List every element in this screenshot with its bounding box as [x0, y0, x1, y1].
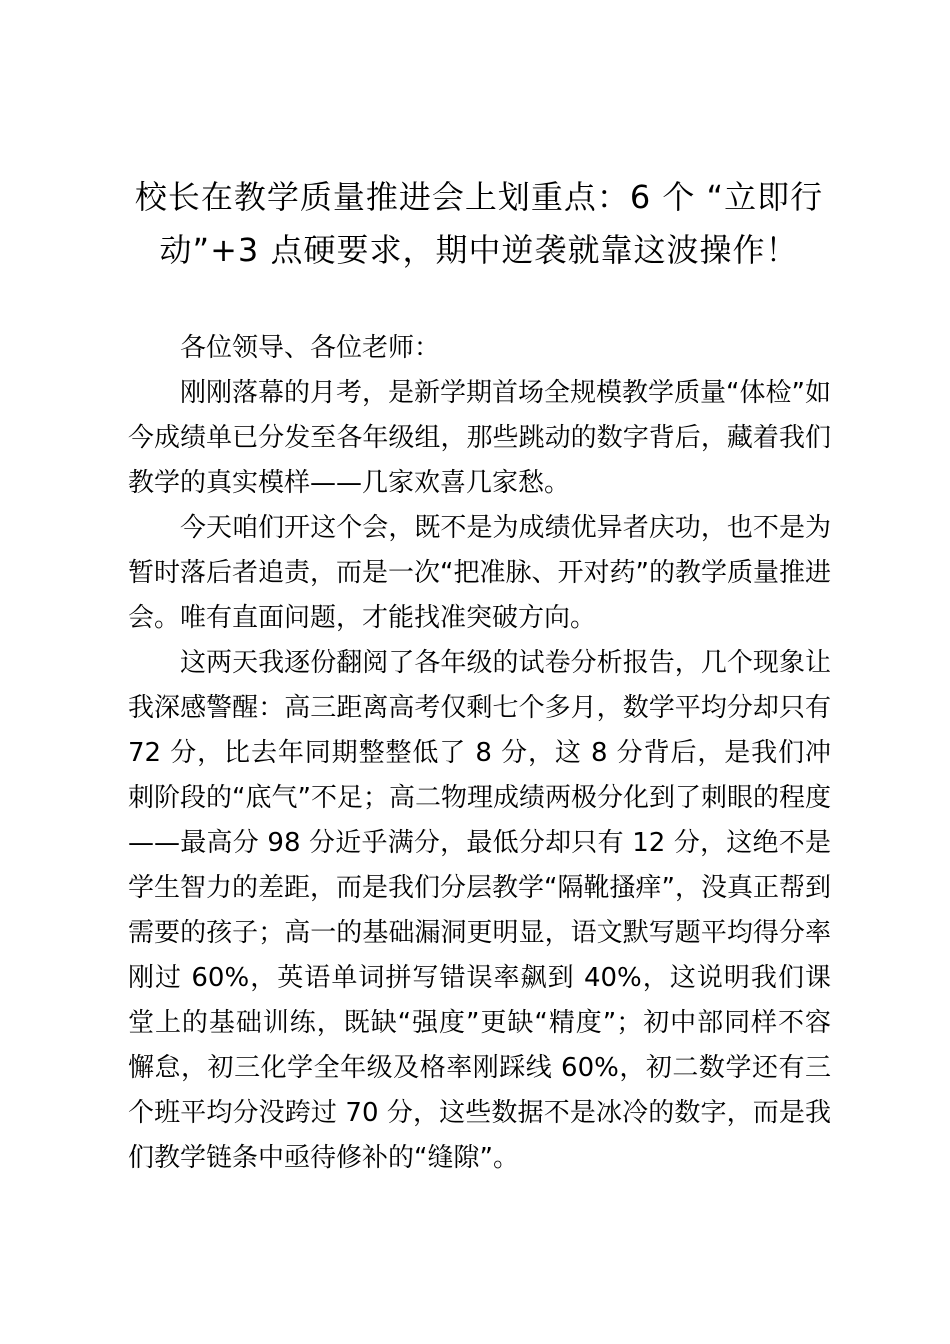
salutation-paragraph: 各位领导、各位老师：: [180, 333, 441, 363]
document-body: [128, 326, 831, 1181]
body-paragraph: 今天咱们开这个会，既不是为成绩优异者庆功，也不是为暂时落后者追责，而是一次“把准脉、开对药”的教学质量推进会。唯有直面问题，才能找准突破方向。: [128, 513, 831, 633]
body-paragraph: 刚刚落幕的月考，是新学期首场全规模教学质量“体检”如今成绩单已分发至各年级组，那些跳动的数字背后，藏着我们教学的真实模样——几家欢喜几家愁。: [128, 378, 831, 498]
body-paragraph: 这两天我逐份翻阅了各年级的试卷分析报告，几个现象让我深感警醒：高三距离高考仅剩七个多月，数学平均分却只有 72 分，比去年同期整整低了 8 分，这 8 分背后，是我们冲刺阶段的“底气”不足；高二物理成绩两极分化到了刺眼的程度——最高分 98 分近乎满分，最低分却只有 12 分，这绝不是学生智力的差距，而是我们分层教学“隔靴搔痒”，没真正帮到需要的孩子；高一的基础漏洞更明显，语文默写题平均得分率刚过 60%，英语单词拼写错误率飙到 40%，这说明我们课堂上的基础训练，既缺“强度”更缺“精度”；初中部同样不容懈怠，初三化学全年级及格率刚踩线 60%，初二数学还有三个班平均分没跨过 70 分，这些数据不是冰冷的数字，而是我们教学链条中亟待修补的“缝隙”。: [128, 648, 831, 1173]
document-title: 校长在教学质量推进会上划重点：6 个 “立即行动”+3 点硬要求，期中逆袭就靠这波操作！: [134, 178, 824, 269]
